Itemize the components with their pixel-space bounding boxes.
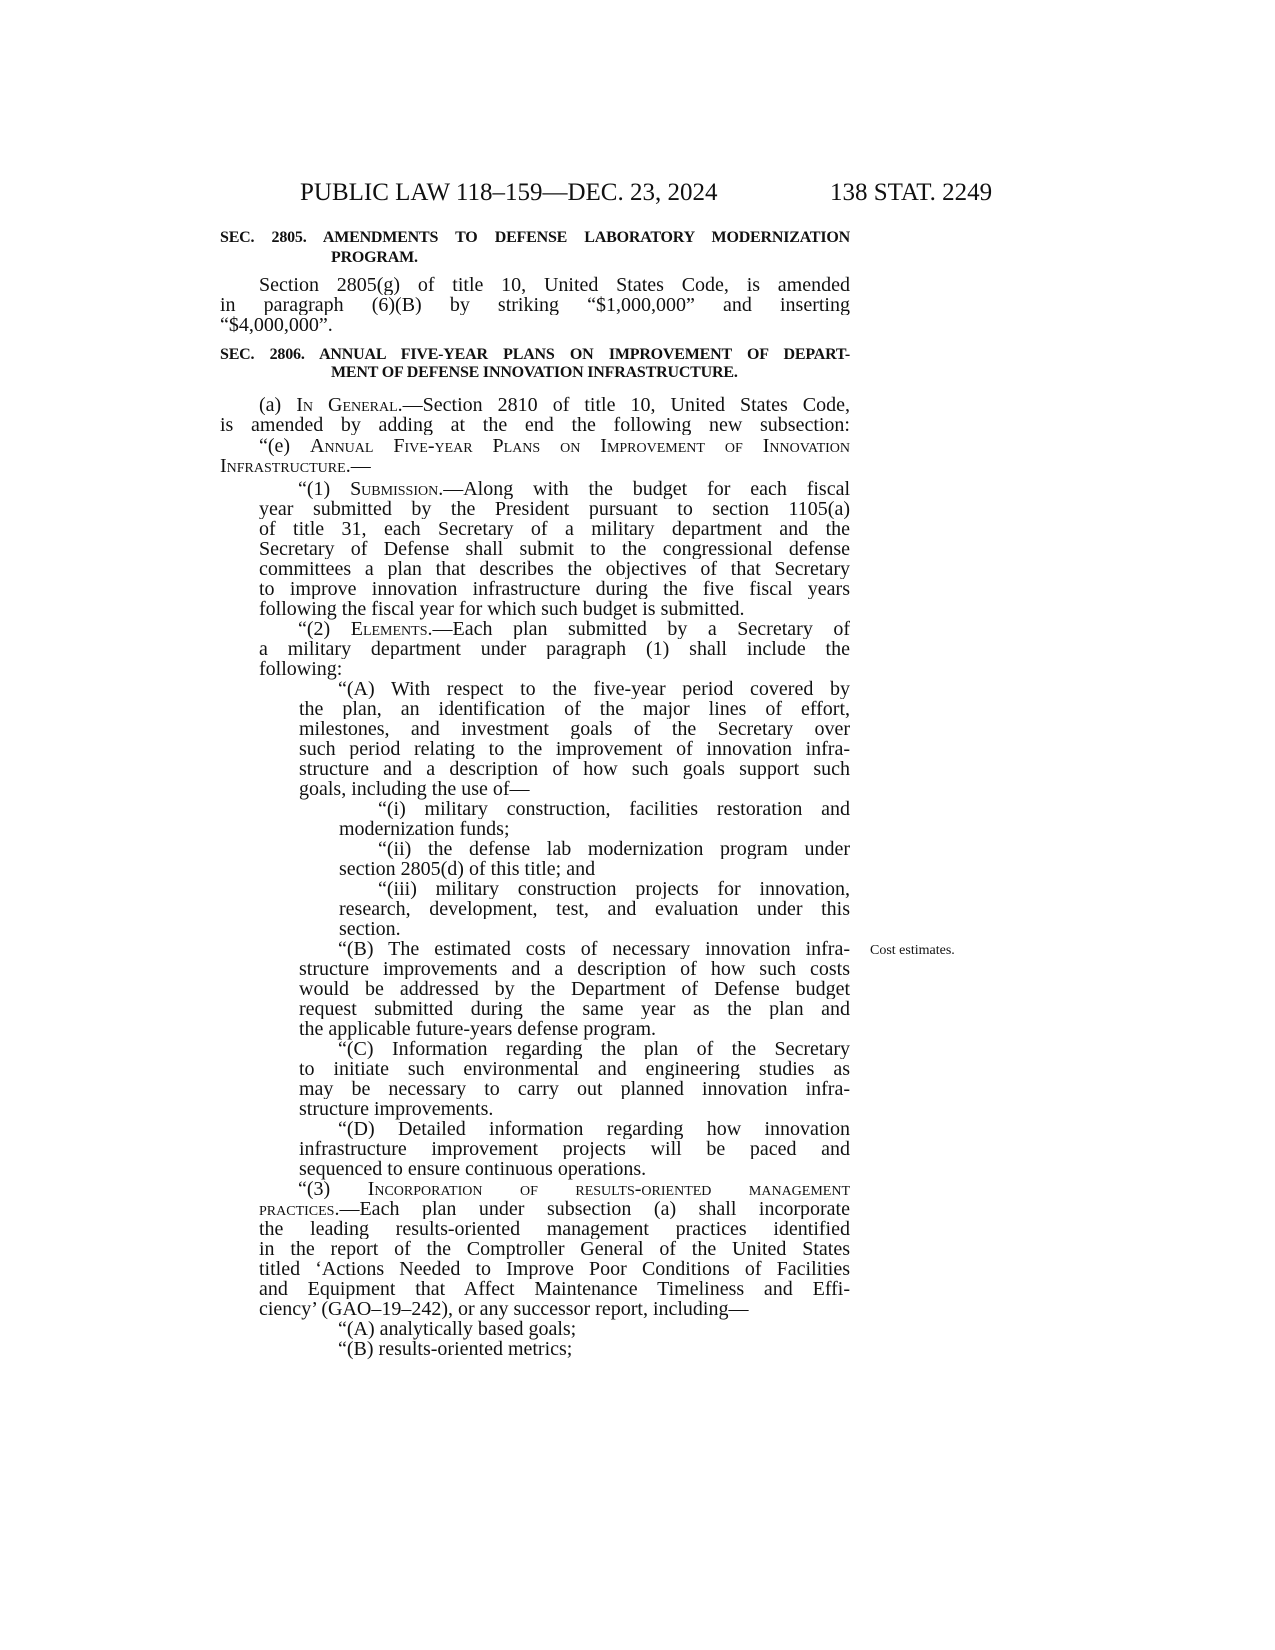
text-segment: year submitted by the President pursuant to section 1105(a) [259,499,850,519]
text-line [299,779,530,799]
text-segment: “(2) [298,619,351,639]
text-segment: sequenced to ensure continuous operations. [299,1158,647,1180]
text-line [220,456,371,476]
text-segment: “(1) [298,479,351,499]
small-caps-heading: In General [296,395,398,415]
text-line [259,499,850,519]
text-line [299,1159,646,1179]
text-line [259,1219,850,1239]
text-segment: and Equipment that Affect Maintenance Timeliness and Effi- [259,1279,850,1299]
text-line [259,436,850,456]
text-line [299,1099,493,1119]
text-segment: “(D) Detailed information regarding how innovation [338,1119,850,1139]
text-segment: structure and a description of how such goals support such [299,759,850,779]
text-line [298,479,850,499]
text-line [259,539,850,559]
text-segment: “(e) [259,436,311,456]
text-line [220,315,333,335]
text-line [338,679,850,699]
text-line [220,295,850,315]
text-segment: modernization funds; [339,818,510,840]
text-line [299,1059,850,1079]
text-segment: the applicable future-years defense program. [299,1018,657,1040]
text-segment: may be necessary to carry out planned innovation infra- [299,1079,850,1099]
text-segment: request submitted during the same year as the plan and [299,999,850,1019]
text-segment: research, development, test, and evaluation under this [339,899,850,919]
text-line [338,1039,850,1059]
text-line [259,1279,850,1299]
small-caps-heading: Infrastructure [220,455,346,477]
text-line [299,699,850,719]
text-segment: .—Each plan under subsection (a) shall incorporate [334,1199,850,1219]
text-segment: “(3) [298,1179,368,1199]
text-segment: goals, including the use of— [299,778,530,800]
text-segment: “(B) The estimated costs of necessary innovation infra- [338,939,850,959]
text-line [259,639,850,659]
text-line [259,659,342,679]
text-segment: “(ii) the defense lab modernization program under [378,839,850,859]
text-segment: “(iii) military construction projects for innovation, [378,879,850,899]
text-segment: a military department under paragraph (1) shall include the [259,639,850,659]
section-heading-line [331,363,738,383]
running-header-title: PUBLIC LAW 118–159—DEC. 23, 2024 [300,179,718,206]
text-line [259,579,850,599]
text-line [339,919,401,939]
text-line [259,1299,749,1319]
text-line [259,1239,850,1259]
text-line [220,415,850,435]
text-segment: in the report of the Comptroller General of the United States [259,1239,850,1259]
margin-note: Cost estimates. [870,943,955,958]
text-segment: PROGRAM. [331,249,418,266]
text-line [378,799,850,819]
text-segment: .—Section 2810 of title 10, United States Code, [397,395,850,415]
text-segment: “(C) Information regarding the plan of the Secretary [338,1039,850,1059]
text-segment: to initiate such environmental and engineering studies as [299,1059,850,1079]
small-caps-heading: practices [259,1199,335,1219]
text-segment: .—Each plan submitted by a Secretary of [427,619,850,639]
text-line [299,719,850,739]
text-segment: following: [259,658,343,680]
small-caps-heading: Elements [350,619,428,639]
text-segment: “(A) analytically based goals; [338,1318,577,1340]
text-line [339,819,510,839]
text-segment: such period relating to the improvement of innovation infra- [299,739,850,759]
text-segment: Secretary of Defense shall submit to the congressional defense [259,539,850,559]
text-line [299,1079,850,1099]
section-heading-line [331,248,418,268]
text-segment: section 2805(d) of this title; and [339,858,596,880]
text-line [378,839,850,859]
text-line [259,559,850,579]
small-caps-heading: Submission [350,479,439,499]
small-caps-heading: Annual Five-year Plans on Improvement of Innovation [310,436,850,456]
text-segment: “(A) With respect to the five-year period covered by [338,679,850,699]
text-line [339,859,595,879]
text-segment: “$4,000,000”. [220,314,333,336]
text-line [259,275,850,295]
text-line [378,879,850,899]
text-segment: structure improvements. [299,1098,494,1120]
text-segment: section. [339,918,401,940]
text-line [338,1339,572,1359]
text-line [259,599,744,619]
text-segment: would be addressed by the Department of Defense budget [299,979,850,999]
text-segment: Section 2805(g) of title 10, United States Code, is amended [259,275,850,295]
text-segment: the leading results-oriented management practices identified [259,1219,850,1239]
text-line [298,619,850,639]
text-segment: committees a plan that describes the objectives of that Secretary [259,559,850,579]
text-segment: ciency’ (GAO–19–242), or any successor report, including— [259,1298,749,1320]
text-segment: to improve innovation infrastructure during the five fiscal years [259,579,850,599]
text-segment: SEC. 2805. AMENDMENTS TO DEFENSE LABORATORY MODERNIZATION [220,229,850,246]
text-line [299,999,850,1019]
text-line [299,759,850,779]
text-segment: .—Along with the budget for each fiscal [438,479,850,499]
text-segment: is amended by adding at the end the following new subsection: [220,415,850,435]
text-line [338,1119,850,1139]
text-line [259,1259,850,1279]
text-line [259,1199,850,1219]
text-segment: “(B) results-oriented metrics; [338,1338,573,1360]
section-heading-line [220,228,850,248]
text-segment: in paragraph (6)(B) by striking “$1,000,000” and inserting [220,295,850,315]
text-segment: “(i) military construction, facilities restoration and [378,799,850,819]
text-segment: .— [345,455,371,477]
text-segment: infrastructure improvement projects will be paced and [299,1139,850,1159]
section-heading-line [220,345,850,365]
text-line [259,519,850,539]
text-line [299,739,850,759]
text-line [339,899,850,919]
text-segment: following the fiscal year for which such budget is submitted. [259,598,745,620]
text-line [299,1139,850,1159]
text-line [299,1019,656,1039]
text-line [299,959,850,979]
text-line [338,1319,576,1339]
text-segment: titled ‘Actions Needed to Improve Poor Conditions of Facilities [259,1259,850,1279]
small-caps-heading: Incorporation of results-oriented management [367,1179,850,1199]
text-line [298,1179,850,1199]
text-line [299,979,850,999]
text-segment: of title 31, each Secretary of a military department and the [259,519,850,539]
text-segment: SEC. 2806. ANNUAL FIVE-YEAR PLANS ON IMPROVEMENT OF DEPART- [220,346,850,363]
text-segment: milestones, and investment goals of the Secretary over [299,719,850,739]
text-line [259,395,850,415]
text-line [338,939,850,959]
text-segment: structure improvements and a description of how such costs [299,959,850,979]
page-number: 138 STAT. 2249 [830,179,993,206]
text-segment: the plan, an identification of the major lines of effort, [299,699,850,719]
text-segment: (a) [259,395,297,415]
text-segment: MENT OF DEFENSE INNOVATION INFRASTRUCTURE. [331,364,738,381]
